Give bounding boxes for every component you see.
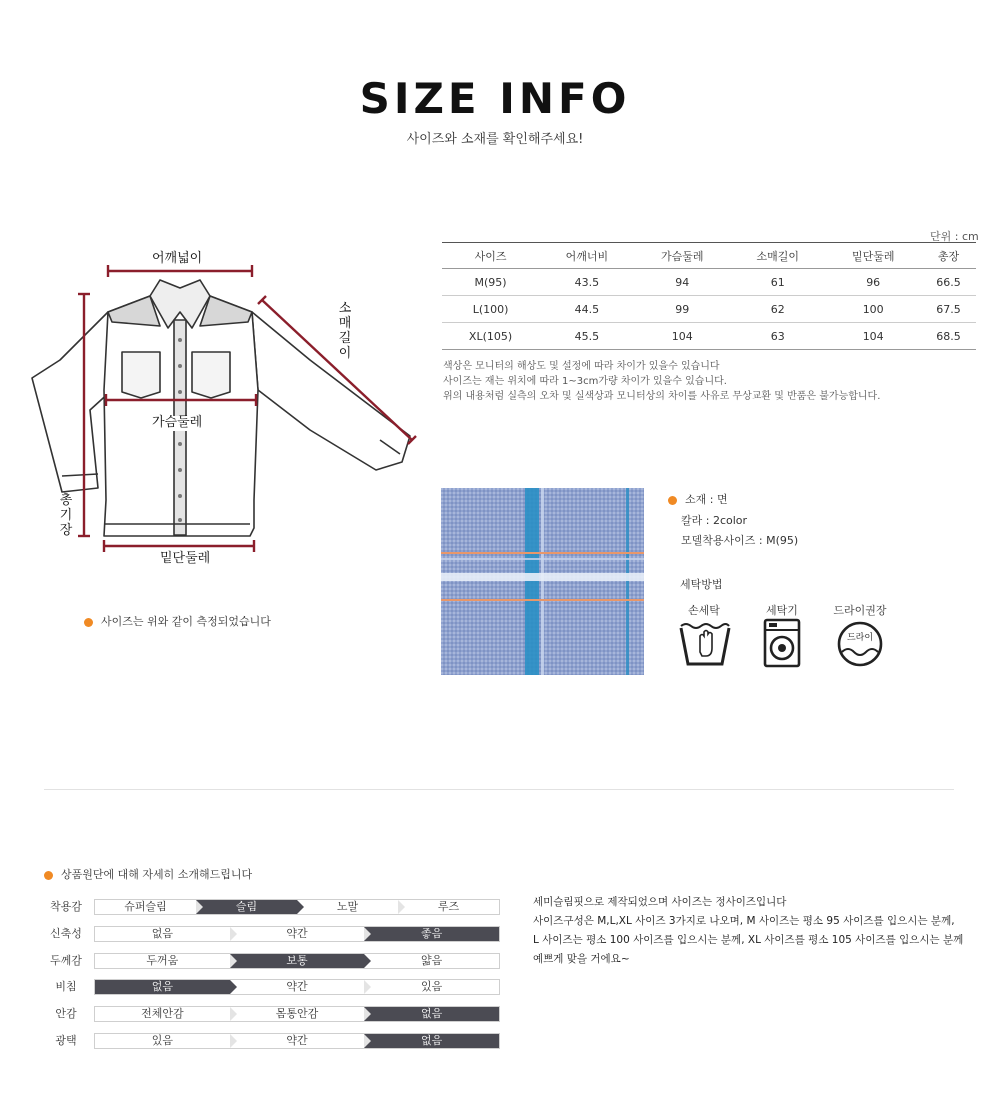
table-header-row xyxy=(442,243,976,269)
meter-row xyxy=(44,926,504,942)
meter-option xyxy=(364,980,499,994)
fabric-swatch-image xyxy=(441,488,644,675)
wash-title: 세탁방법 xyxy=(680,578,723,591)
meter-bar xyxy=(94,979,500,995)
meter-label: 신축성 xyxy=(50,927,82,940)
description-line: 예쁘게 맞을 거에요~ xyxy=(533,953,630,965)
wash-label-dry: 드라이권장 xyxy=(833,604,887,617)
meter-label: 안감 xyxy=(55,1007,77,1020)
table-header: 총장 xyxy=(921,243,976,269)
meter-label: 착용감 xyxy=(50,900,82,913)
table-cell: 66.5 xyxy=(921,269,976,296)
material-fabric: 소재 : 면 xyxy=(668,491,728,507)
meter-option xyxy=(95,954,230,968)
meter-option-label: 약간 xyxy=(286,1034,308,1047)
chevron-right-icon xyxy=(364,927,371,941)
table-cell: 100 xyxy=(825,296,920,323)
meter-bar xyxy=(94,1033,500,1049)
meter-option-selected xyxy=(364,1007,499,1021)
model-size: 모델착용사이즈 : M(95) xyxy=(681,534,799,547)
meter-option xyxy=(297,900,398,914)
table-cell: 45.5 xyxy=(539,323,634,350)
table-cell: M(95) xyxy=(442,269,539,296)
table-cell: 61 xyxy=(730,269,825,296)
notice-line: 색상은 모니터의 해상도 및 설정에 따라 차이가 있을수 있습니다 xyxy=(443,361,720,372)
table-header: 밑단둘레 xyxy=(825,243,920,269)
description-line: 세미슬림핏으로 제작되었으며 사이즈는 정사이즈입니다 xyxy=(533,896,787,908)
meter-option-label: 노말 xyxy=(336,900,359,913)
measurement-note: 사이즈는 위와 같이 측정되었습니다 xyxy=(84,613,271,629)
meter-label: 두께감 xyxy=(50,954,82,967)
meter-option-label: 전체안감 xyxy=(141,1007,184,1020)
meter-option xyxy=(230,980,365,994)
meter-option-selected xyxy=(364,1034,499,1048)
bullet-dot-icon xyxy=(668,496,677,505)
meter-option-label: 있음 xyxy=(421,980,443,993)
meter-option xyxy=(230,1034,365,1048)
shirt-illustration xyxy=(20,240,440,580)
meter-option-label: 슈퍼슬림 xyxy=(124,900,167,913)
unit-label: 단위 : cm xyxy=(930,230,979,243)
chevron-right-icon xyxy=(364,954,371,968)
meter-option-selected xyxy=(364,927,499,941)
table-cell: 43.5 xyxy=(539,269,634,296)
chevron-right-icon xyxy=(230,1034,237,1048)
notice-line: 위의 내용처럼 실측의 오차 및 실색상과 모니터상의 차이를 사유로 무상교환 및 반품은 불가능합니다. xyxy=(443,391,881,402)
chevron-right-icon xyxy=(230,927,237,941)
meter-option xyxy=(230,927,365,941)
table-header: 소매길이 xyxy=(730,243,825,269)
meter-row xyxy=(44,979,504,995)
shoulder-label: 어깨넓이 xyxy=(152,251,203,266)
shirt-diagram xyxy=(20,240,440,580)
fabric-swatch xyxy=(441,488,644,675)
hem-label: 밑단둘레 xyxy=(160,551,211,566)
chevron-right-icon xyxy=(364,980,371,994)
table-cell: L(100) xyxy=(442,296,539,323)
meter-option-label: 약간 xyxy=(286,980,308,993)
wash-label-hand: 손세탁 xyxy=(688,604,720,617)
meter-bar xyxy=(94,926,500,942)
table-cell: 96 xyxy=(825,269,920,296)
table-header: 어깨너비 xyxy=(539,243,634,269)
table-cell: 62 xyxy=(730,296,825,323)
chevron-right-icon xyxy=(230,954,237,968)
chevron-right-icon xyxy=(230,980,237,994)
notice-line: 사이즈는 재는 위치에 따라 1~3cm가량 차이가 있을수 있습니다. xyxy=(443,376,727,387)
description-line: 사이즈구성은 M,L,XL 사이즈 3가지로 나오며, M 사이즈는 평소 95 사이즈를 입으시는 분께, xyxy=(533,915,955,927)
chevron-right-icon xyxy=(196,900,203,914)
dry-clean-icon xyxy=(836,618,884,672)
size-notices xyxy=(443,359,880,404)
table-row xyxy=(442,269,976,296)
sleeve-label: 소매길이 xyxy=(338,301,352,361)
section-divider xyxy=(44,789,954,790)
bullet-dot-icon xyxy=(44,871,53,880)
meter-bar xyxy=(94,1006,500,1022)
chevron-right-icon xyxy=(364,1034,371,1048)
meter-label: 비침 xyxy=(55,980,77,993)
meter-option-label: 얇음 xyxy=(421,954,443,967)
meter-label: 광택 xyxy=(55,1034,77,1047)
washing-machine-icon xyxy=(763,618,801,672)
table-header: 가슴둘레 xyxy=(635,243,730,269)
bullet-dot-icon xyxy=(84,618,93,627)
table-row xyxy=(442,296,976,323)
table-header: 사이즈 xyxy=(442,243,539,269)
meter-option-label: 없음 xyxy=(421,1007,443,1020)
meter-option-label: 보통 xyxy=(286,954,308,967)
chevron-right-icon xyxy=(398,900,405,914)
fabric-description xyxy=(533,893,973,969)
meter-option-label: 루즈 xyxy=(437,900,460,913)
meter-option-label: 없음 xyxy=(151,980,173,993)
table-cell: XL(105) xyxy=(442,323,539,350)
meter-option-label: 슬림 xyxy=(235,900,258,913)
meter-row xyxy=(44,1006,504,1022)
chevron-right-icon xyxy=(297,900,304,914)
page-title: SIZE INFO xyxy=(359,74,631,123)
meter-option-label: 없음 xyxy=(151,927,173,940)
chevron-right-icon xyxy=(364,1007,371,1021)
table-cell: 63 xyxy=(730,323,825,350)
table-cell: 104 xyxy=(635,323,730,350)
meter-option-selected xyxy=(196,900,297,914)
table-cell: 44.5 xyxy=(539,296,634,323)
table-cell: 99 xyxy=(635,296,730,323)
table-cell: 104 xyxy=(825,323,920,350)
meter-row xyxy=(44,953,504,969)
table-cell: 67.5 xyxy=(921,296,976,323)
meter-option-label: 약간 xyxy=(286,927,308,940)
meter-option-label: 없음 xyxy=(421,1034,443,1047)
chevron-right-icon xyxy=(230,1007,237,1021)
table-cell: 68.5 xyxy=(921,323,976,350)
length-label: 총기장 xyxy=(59,493,73,538)
material-color: 칼라 : 2color xyxy=(681,514,748,527)
meter-option xyxy=(95,927,230,941)
table-cell: 94 xyxy=(635,269,730,296)
meter-option-label: 두꺼움 xyxy=(146,954,179,967)
dry-clean-icon-text: 드라이 xyxy=(846,633,874,643)
meter-option xyxy=(95,900,196,914)
fabric-info-heading: 상품원단에 대해 자세히 소개해드립니다 xyxy=(44,866,252,882)
description-line: L 사이즈는 평소 100 사이즈를 입으시는 분께, XL 사이즈를 평소 105 사이즈를 입으시는 분께 xyxy=(533,934,964,946)
meter-option-label: 좋음 xyxy=(421,927,443,940)
meter-option xyxy=(95,1007,230,1021)
meter-row xyxy=(44,899,504,915)
meter-row xyxy=(44,1033,504,1049)
meter-option-selected xyxy=(230,954,365,968)
meter-option-label: 있음 xyxy=(151,1034,173,1047)
wash-label-machine: 세탁기 xyxy=(766,604,798,617)
meter-bar xyxy=(94,953,500,969)
meter-option xyxy=(398,900,499,914)
meter-option-label: 몸통안감 xyxy=(275,1007,319,1020)
meter-option xyxy=(364,954,499,968)
meter-option xyxy=(95,1034,230,1048)
meter-option-selected xyxy=(95,980,230,994)
hand-wash-icon xyxy=(678,618,732,672)
meter-option xyxy=(230,1007,365,1021)
page-subtitle: 사이즈와 소재를 확인해주세요! xyxy=(406,132,584,147)
table-row xyxy=(442,323,976,350)
meter-bar xyxy=(94,899,500,915)
size-table xyxy=(442,242,976,350)
chest-label: 가슴둘레 xyxy=(152,415,203,430)
